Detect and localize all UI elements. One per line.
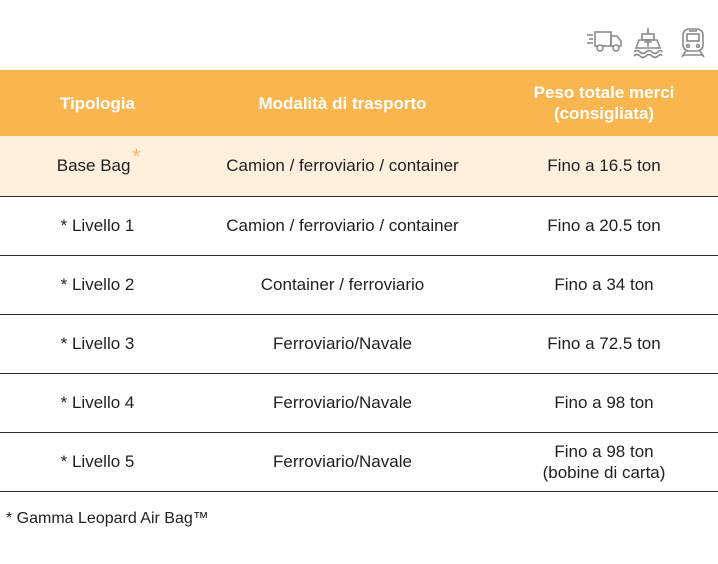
cell-weight: [490, 432, 718, 491]
table-row: [0, 196, 718, 255]
ship-icon: [631, 26, 665, 60]
header-tipologia: Tipologia: [59, 93, 136, 113]
cell-mode: Ferroviario/Navale: [273, 452, 412, 471]
cell-type: * Livello 3: [60, 334, 135, 353]
cell-weight: Fino a 20.5 ton: [547, 216, 661, 235]
cell-weight: Fino a 16.5 ton: [547, 156, 661, 176]
star-mark: *: [132, 146, 141, 169]
truck-icon: [586, 26, 624, 56]
header-peso: Peso totale merci (consigliata): [533, 83, 675, 123]
table-row: [0, 432, 718, 491]
row-type-label: Base Bag: [56, 156, 131, 176]
transport-icons: [578, 26, 718, 60]
cargo-table: [0, 70, 718, 492]
cell-weight: Fino a 34 ton: [554, 275, 654, 294]
cell-weight: Fino a 98 ton: [554, 393, 654, 412]
cell-mode: Camion / ferroviario / container: [226, 156, 459, 176]
train-icon: [678, 26, 708, 60]
table-header-row: [0, 70, 718, 136]
header-modalita: Modalità di trasporto: [258, 93, 427, 113]
cell-mode: Ferroviario/Navale: [273, 334, 412, 353]
weight-value: Fino a 98 ton: [554, 441, 654, 461]
table-row: [0, 255, 718, 314]
weight-note: (bobine di carta): [542, 462, 666, 482]
table-row: [0, 373, 718, 432]
cell-type: * Livello 1: [60, 216, 135, 235]
cell-weight: Fino a 72.5 ton: [547, 334, 661, 353]
cell-mode: Ferroviario/Navale: [273, 393, 412, 412]
cell-type: * Livello 5: [60, 452, 135, 471]
footnote: * Gamma Leopard Air Bag™: [6, 510, 209, 527]
cell-type: [0, 136, 195, 196]
table-row: [0, 136, 718, 196]
cell-type: * Livello 2: [60, 275, 135, 294]
table-row: [0, 314, 718, 373]
cell-mode: Camion / ferroviario / container: [226, 216, 459, 235]
cell-mode: Container / ferroviario: [260, 275, 425, 294]
cell-type: * Livello 4: [60, 393, 135, 412]
